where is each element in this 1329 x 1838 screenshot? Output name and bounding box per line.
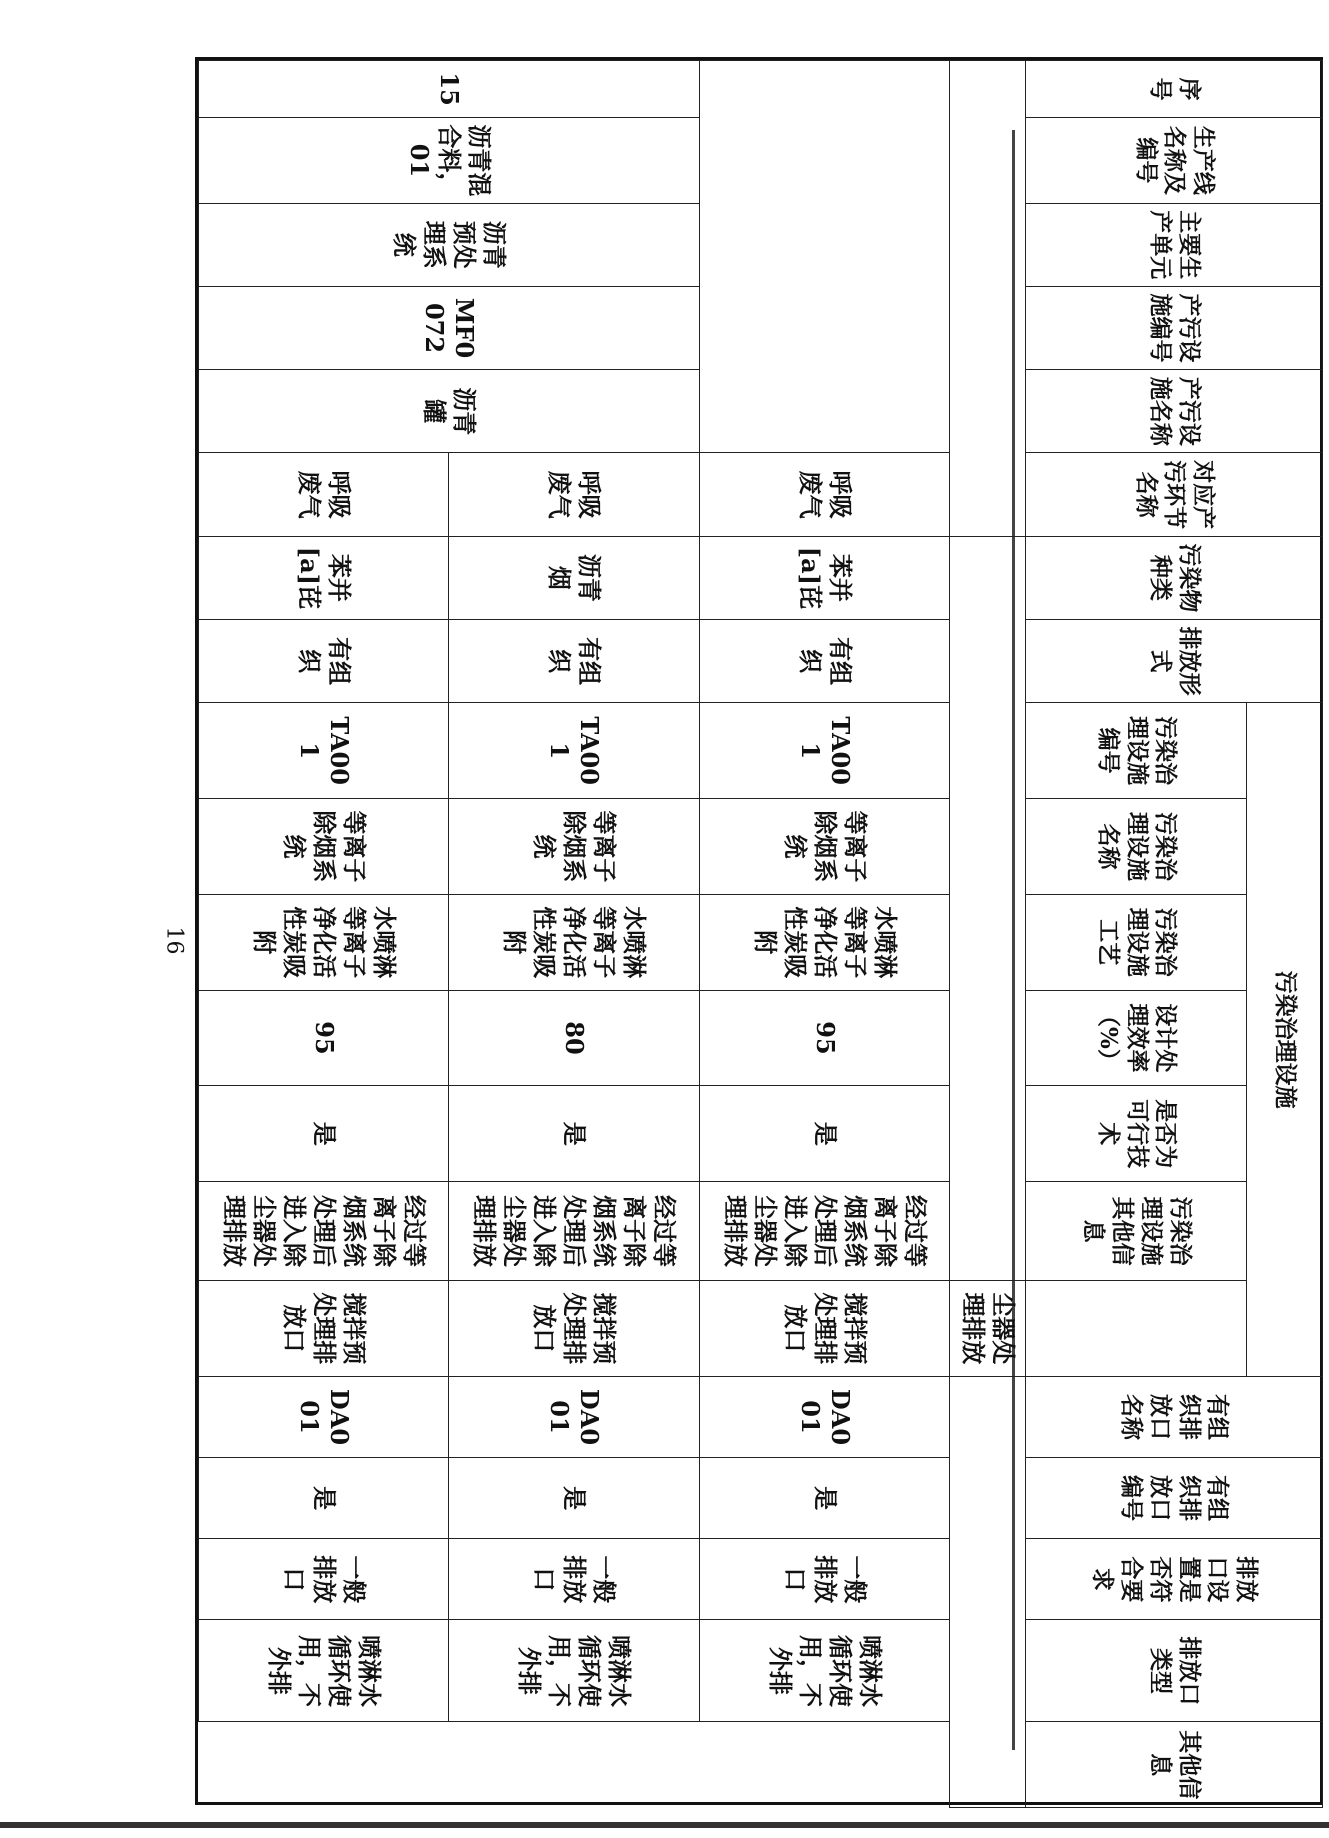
table-frame	[195, 57, 1323, 1805]
header-emission-form: 排放形式	[1026, 620, 1323, 703]
cell-treat-id: TA001	[699, 703, 949, 799]
bottom-edge-shadow	[0, 1822, 1329, 1828]
cell-feasible: 是	[449, 1086, 699, 1182]
cell-outlet-ok: 是	[449, 1458, 699, 1539]
header-outlet-ok: 排放口设置是否符合要求	[1026, 1539, 1323, 1620]
continuation-blank	[950, 61, 1026, 537]
cell-outlet-ok: 是	[699, 1458, 949, 1539]
cell-treat-name: 等离子除烟系统	[449, 799, 699, 895]
blank-group-cell	[699, 61, 949, 453]
header-treatment-group: 污染治理设施	[1247, 703, 1323, 1377]
header-feasible: 是否为可行技术	[1026, 1086, 1247, 1182]
header-treat-process: 污染治理设施工艺	[1026, 894, 1247, 990]
cell-outlet-type: 一般排放口	[449, 1539, 699, 1620]
header-outlet-type: 排放口类型	[1026, 1620, 1323, 1722]
pollution-facility-table	[198, 60, 1323, 1808]
cell-link: 呼吸废气	[449, 453, 699, 536]
header-outlet-name: 有组织排放口名称	[1026, 1376, 1323, 1457]
cell-treat-process: 水喷淋等离子净化活性炭吸附	[449, 894, 699, 990]
page-number: 16	[161, 926, 187, 955]
cell-treat-id: TA001	[449, 703, 699, 799]
cell-link: 呼吸废气	[699, 453, 949, 536]
cell-pollutant: 苯并[a]芘	[699, 536, 949, 619]
cell-treat-other: 经过等离子除烟系统处理后进入除尘器处理排放	[699, 1182, 949, 1281]
cell-treat-id: TA001	[199, 703, 449, 799]
cell-emission-form: 有组织	[199, 620, 449, 703]
cell-outlet-id: DA001	[699, 1376, 949, 1457]
cell-emission-form: 有组织	[449, 620, 699, 703]
cell-outlet-id: DA001	[449, 1376, 699, 1457]
header-treat-id: 污染治理设施编号	[1026, 703, 1247, 799]
cell-feasible: 是	[199, 1086, 449, 1182]
cell-outlet-name: 搅拌预处理排放口	[199, 1281, 449, 1377]
cell-link: 呼吸废气	[199, 453, 449, 536]
cell-outlet-name: 搅拌预处理排放口	[699, 1281, 949, 1377]
header-treat-other: 污染治理设施其他信息	[1026, 1182, 1247, 1281]
cell-other: 喷淋水循环使用，不外排	[199, 1620, 449, 1722]
cell-emission-form: 有组织	[699, 620, 949, 703]
continuation-row	[950, 61, 1026, 1808]
header-seq: 序号	[1026, 61, 1323, 118]
cell-outlet-name: 搅拌预处理排放口	[449, 1281, 699, 1377]
header-row-top	[1247, 61, 1323, 1808]
cell-facility-id: MF0072	[199, 286, 700, 369]
cell-feasible: 是	[699, 1086, 949, 1182]
cell-prev-treat-other: 尘器处理排放	[950, 1281, 1026, 1377]
cell-treat-name: 等离子除烟系统	[699, 799, 949, 895]
cell-outlet-id: DA001	[199, 1376, 449, 1457]
cell-unit: 沥青预处理系统	[199, 203, 700, 286]
header-facility-id: 产污设施编号	[1026, 286, 1323, 369]
cell-outlet-type: 一般排放口	[199, 1539, 449, 1620]
header-other: 其他信息	[1026, 1722, 1323, 1808]
header-outlet-id: 有组织排放口编号	[1026, 1458, 1323, 1539]
cell-outlet-type: 一般排放口	[699, 1539, 949, 1620]
continuation-blank-2	[950, 536, 1026, 1280]
cell-line: 沥青混合料，01	[199, 118, 700, 203]
cell-efficiency: 95	[699, 990, 949, 1086]
cell-efficiency: 80	[449, 990, 699, 1086]
header-facility-name: 产污设施名称	[1026, 370, 1323, 453]
cell-efficiency: 95	[199, 990, 449, 1086]
cell-other: 喷淋水循环使用，不外排	[449, 1620, 699, 1722]
cell-facility-name: 沥青罐	[199, 370, 700, 453]
header-link: 对应产污环节名称	[1026, 453, 1323, 536]
cell-seq: 15	[199, 61, 700, 118]
cell-treat-other: 经过等离子除烟系统处理后进入除尘器处理排放	[449, 1182, 699, 1281]
table-row	[449, 61, 699, 1808]
table-row	[699, 61, 949, 1808]
cell-pollutant: 沥青烟	[449, 536, 699, 619]
cell-pollutant: 苯并[a]芘	[199, 536, 449, 619]
continuation-blank-3	[950, 1376, 1026, 1807]
cell-other: 喷淋水循环使用，不外排	[699, 1620, 949, 1722]
cell-treat-other: 经过等离子除烟系统处理后进入除尘器处理排放	[199, 1182, 449, 1281]
header-efficiency: 设计处理效率（%）	[1026, 990, 1247, 1086]
rotated-table-container	[198, 60, 1323, 1808]
header-unit: 主要生产单元	[1026, 203, 1323, 286]
header-treat-name: 污染治理设施名称	[1026, 799, 1247, 895]
header-line: 生产线名称及编号	[1026, 118, 1323, 203]
cell-treat-name: 等离子除烟系统	[199, 799, 449, 895]
header-pollutant: 污染物种类	[1026, 536, 1323, 619]
cell-treat-process: 水喷淋等离子净化活性炭吸附	[199, 894, 449, 990]
cell-treat-process: 水喷淋等离子净化活性炭吸附	[699, 894, 949, 990]
cell-outlet-ok: 是	[199, 1458, 449, 1539]
